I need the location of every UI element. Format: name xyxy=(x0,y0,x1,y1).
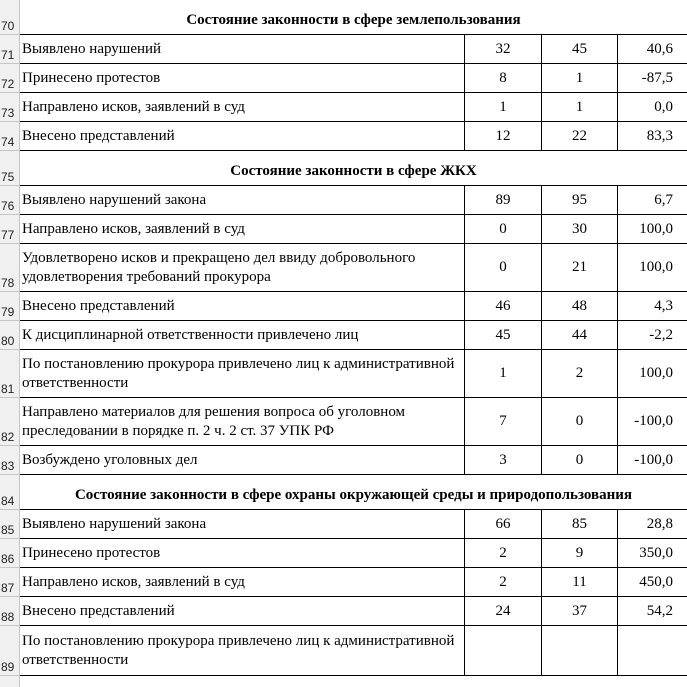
value-cell-change[interactable]: -87,5 xyxy=(618,64,687,93)
value-cell-change[interactable] xyxy=(618,626,687,676)
row-number[interactable]: 81 xyxy=(0,350,19,398)
row-number[interactable]: 75 xyxy=(0,151,19,186)
value-cell-prev[interactable]: 66 xyxy=(465,510,542,539)
row-number[interactable]: 70 xyxy=(0,0,19,35)
value-cell-curr[interactable]: 0 xyxy=(542,398,618,446)
row-number[interactable]: 72 xyxy=(0,64,19,93)
value-cell-curr[interactable]: 2 xyxy=(542,350,618,398)
row-number[interactable]: 71 xyxy=(0,35,19,64)
value-cell-curr[interactable]: 0 xyxy=(542,446,618,475)
row-label-cell[interactable]: Удовлетворено исков и прекращено дел ввиду добровольного удовлетворения требований прокурора xyxy=(20,244,465,292)
row-label-cell[interactable]: Внесено представлений xyxy=(20,122,465,151)
row-label-cell[interactable]: Направлено исков, заявлений в суд xyxy=(20,568,465,597)
row-label-cell[interactable]: Принесено протестов xyxy=(20,539,465,568)
value-cell-change[interactable]: -100,0 xyxy=(618,398,687,446)
value-cell-prev[interactable]: 12 xyxy=(465,122,542,151)
value-cell-curr[interactable]: 30 xyxy=(542,215,618,244)
value-cell-curr[interactable]: 11 xyxy=(542,568,618,597)
row-number[interactable]: 73 xyxy=(0,93,19,122)
value-cell-prev[interactable]: 3 xyxy=(465,446,542,475)
value-cell-curr[interactable]: 21 xyxy=(542,244,618,292)
row-label-cell[interactable]: По постановлению прокурора привлечено лиц к административной ответственности xyxy=(20,350,465,398)
value-cell-change[interactable]: 350,0 xyxy=(618,539,687,568)
value-cell-change[interactable]: -100,0 xyxy=(618,446,687,475)
value-cell-change[interactable]: 100,0 xyxy=(618,244,687,292)
value-cell-curr[interactable]: 22 xyxy=(542,122,618,151)
row-number[interactable]: 88 xyxy=(0,597,19,626)
row-number[interactable]: 85 xyxy=(0,510,19,539)
section-header[interactable]: Состояние законности в сфере землепользования xyxy=(20,0,687,35)
value-cell-curr[interactable]: 44 xyxy=(542,321,618,350)
value-cell-change[interactable]: 6,7 xyxy=(618,186,687,215)
value-cell-prev[interactable]: 0 xyxy=(465,244,542,292)
value-cell-prev[interactable]: 7 xyxy=(465,398,542,446)
value-cell-curr[interactable]: 95 xyxy=(542,186,618,215)
value-cell-curr[interactable]: 85 xyxy=(542,510,618,539)
row-label-cell[interactable]: К дисциплинарной ответственности привлечено лиц xyxy=(20,321,465,350)
row-label-cell[interactable]: Внесено представлений xyxy=(20,597,465,626)
row-number[interactable]: 77 xyxy=(0,215,19,244)
value-cell-change[interactable]: 100,0 xyxy=(618,215,687,244)
row-label-cell[interactable]: Возбуждено уголовных дел xyxy=(20,446,465,475)
value-cell-change[interactable]: 450,0 xyxy=(618,568,687,597)
row-label-cell[interactable]: По постановлению прокурора привлечено лиц к административной ответственности xyxy=(20,626,465,676)
value-cell-change[interactable]: 0,0 xyxy=(618,93,687,122)
row-number[interactable]: 80 xyxy=(0,321,19,350)
value-cell-prev[interactable]: 2 xyxy=(465,568,542,597)
value-cell-prev[interactable]: 0 xyxy=(465,215,542,244)
row-label-cell[interactable]: Направлено исков, заявлений в суд xyxy=(20,215,465,244)
row-number[interactable]: 76 xyxy=(0,186,19,215)
row-number-column xyxy=(0,0,20,687)
value-cell-curr[interactable]: 37 xyxy=(542,597,618,626)
value-cell-prev[interactable]: 89 xyxy=(465,186,542,215)
row-label-cell[interactable]: Принесено протестов xyxy=(20,64,465,93)
value-cell-prev[interactable]: 1 xyxy=(465,350,542,398)
row-label-cell[interactable]: Внесено представлений xyxy=(20,292,465,321)
value-cell-prev[interactable]: 24 xyxy=(465,597,542,626)
data-grid xyxy=(20,0,687,687)
row-number[interactable]: 86 xyxy=(0,539,19,568)
section-header[interactable]: Состояние законности в сфере охраны окружающей среды и природопользования xyxy=(20,475,687,510)
row-number[interactable]: 78 xyxy=(0,244,19,292)
row-number[interactable]: 89 xyxy=(0,626,19,676)
value-cell-change[interactable]: 40,6 xyxy=(618,35,687,64)
value-cell-curr[interactable]: 48 xyxy=(542,292,618,321)
row-number[interactable]: 87 xyxy=(0,568,19,597)
row-label-cell[interactable]: Выявлено нарушений закона xyxy=(20,510,465,539)
value-cell-prev[interactable]: 2 xyxy=(465,539,542,568)
row-label-cell[interactable]: Направлено исков, заявлений в суд xyxy=(20,93,465,122)
value-cell-prev[interactable]: 46 xyxy=(465,292,542,321)
value-cell-prev[interactable] xyxy=(465,626,542,676)
value-cell-change[interactable]: 100,0 xyxy=(618,350,687,398)
value-cell-prev[interactable]: 8 xyxy=(465,64,542,93)
row-label-cell[interactable]: Направлено материалов для решения вопроса об уголовном преследовании в порядке п. 2 ч. 2 ст. 37 УПК РФ xyxy=(20,398,465,446)
value-cell-change[interactable]: 28,8 xyxy=(618,510,687,539)
value-cell-curr[interactable]: 45 xyxy=(542,35,618,64)
row-number[interactable]: 82 xyxy=(0,398,19,446)
value-cell-curr[interactable]: 1 xyxy=(542,64,618,93)
row-number[interactable]: 83 xyxy=(0,446,19,475)
value-cell-prev[interactable]: 1 xyxy=(465,93,542,122)
value-cell-prev[interactable]: 32 xyxy=(465,35,542,64)
section-header[interactable]: Состояние законности в сфере ЖКХ xyxy=(20,151,687,186)
value-cell-change[interactable]: -2,2 xyxy=(618,321,687,350)
value-cell-curr[interactable] xyxy=(542,626,618,676)
row-label-cell[interactable]: Выявлено нарушений закона xyxy=(20,186,465,215)
value-cell-change[interactable]: 4,3 xyxy=(618,292,687,321)
value-cell-curr[interactable]: 9 xyxy=(542,539,618,568)
row-number[interactable]: 84 xyxy=(0,475,19,510)
value-cell-change[interactable]: 83,3 xyxy=(618,122,687,151)
value-cell-prev[interactable]: 45 xyxy=(465,321,542,350)
value-cell-curr[interactable]: 1 xyxy=(542,93,618,122)
row-number[interactable]: 74 xyxy=(0,122,19,151)
value-cell-change[interactable]: 54,2 xyxy=(618,597,687,626)
row-number[interactable]: 79 xyxy=(0,292,19,321)
row-label-cell[interactable]: Выявлено нарушений xyxy=(20,35,465,64)
